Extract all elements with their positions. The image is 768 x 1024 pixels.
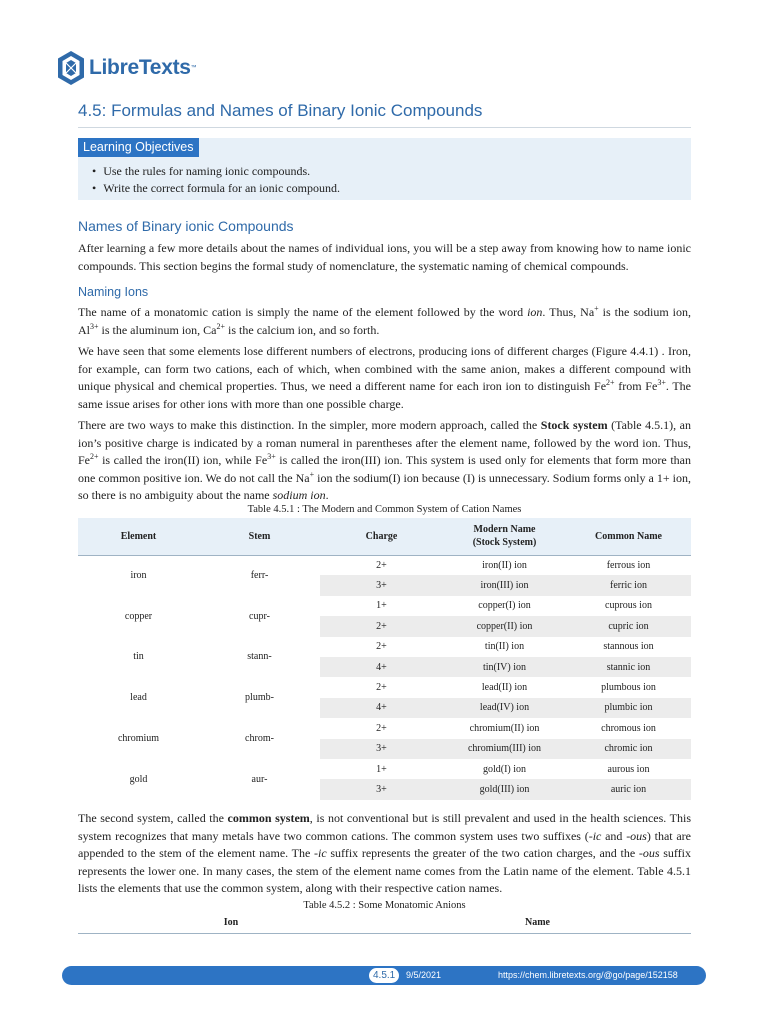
- table-row: [78, 759, 691, 779]
- element-cell: chromium: [117, 733, 160, 745]
- modern-name-cell: lead(II) ion: [481, 682, 528, 694]
- common-name-cell: plumbic ion: [566, 698, 691, 718]
- modern-name-cell: gold(I) ion: [482, 763, 527, 775]
- libretexts-logo[interactable]: [56, 47, 197, 89]
- column-header: Common Name: [566, 518, 691, 555]
- charge-cell: 2+: [376, 682, 387, 694]
- column-header: Element: [78, 518, 199, 555]
- modern-name-cell: copper(II) ion: [443, 616, 566, 636]
- anions-table: [78, 913, 691, 934]
- objective-item: • Use the rules for naming ionic compounds.: [92, 163, 340, 180]
- charge-cell: 4+: [320, 657, 443, 677]
- column-header: Modern Name (Stock System): [443, 518, 566, 555]
- common-name-cell: plumbous ion: [601, 682, 656, 694]
- charge-cell: 3+: [320, 779, 443, 799]
- page-number-badge: 4.5.1: [369, 968, 399, 983]
- modern-name-cell: lead(IV) ion: [443, 698, 566, 718]
- charge-cell: 1+: [376, 600, 387, 612]
- charge-cell: 2+: [320, 616, 443, 636]
- logo-trademark: ™: [190, 65, 197, 71]
- charge-cell: 2+: [376, 722, 387, 734]
- table-row: [78, 677, 691, 697]
- libretexts-logo-icon: [56, 50, 86, 86]
- page-title: 4.5: Formulas and Names of Binary Ionic Compounds: [78, 101, 691, 128]
- modern-name-cell: copper(I) ion: [478, 600, 531, 612]
- modern-name-cell: iron(III) ion: [443, 575, 566, 595]
- paragraph-common-system: The second system, called the common system, is not conventional but is still prevalent and used in the health sciences. This system recognizes that many metals have two common cations. The common system uses two suffixes (-ic and -ous) that are appended to the stem of the element name. The -ic suffix represents the greater of the two cation charges, and the -ous suffix represents the lower one. In many cases, the stem of the element name comes from the Latin name of the element. Table 4.5.1 lists the elements that use the common system, along with their respective cation names.: [78, 811, 692, 895]
- modern-name-cell: chromium(III) ion: [443, 739, 566, 759]
- stem-cell: stann-: [247, 651, 272, 663]
- common-name-cell: stannous ion: [603, 641, 654, 653]
- charge-cell: 2+: [376, 641, 387, 653]
- stem-cell: cupr-: [249, 610, 270, 622]
- paragraph-monatomic-cation: The name of a monatomic cation is simply the name of the element followed by the word ion. Thus, Na+ is the sodium ion, $Al^{3+}$ is the aluminum ion, $Ca^{2+}$ is the calcium ion, and so forth.: [78, 304, 691, 337]
- table-caption: Table 4.5.2 : Some Monatomic Anions: [303, 900, 466, 911]
- page-footer: [62, 966, 706, 985]
- table-row: [78, 637, 691, 657]
- element-cell: lead: [130, 692, 147, 704]
- common-name-cell: chromic ion: [566, 739, 691, 759]
- common-name-cell: cuprous ion: [605, 600, 652, 612]
- table-header-row: [78, 518, 691, 555]
- table-row: [78, 596, 691, 616]
- stem-cell: plumb-: [245, 692, 274, 704]
- element-cell: gold: [129, 773, 148, 785]
- table-row: [78, 718, 691, 738]
- learning-objectives-box: [78, 138, 691, 200]
- learning-objectives-label: Learning Objectives: [78, 138, 199, 157]
- table-header-row: [78, 913, 691, 933]
- charge-cell: 4+: [320, 698, 443, 718]
- column-header: Ion: [78, 913, 384, 933]
- stem-cell: ferr-: [250, 570, 269, 582]
- table-caption: Table 4.5.1 : The Modern and Common System of Cation Names: [247, 504, 522, 515]
- stem-cell: aur-: [251, 773, 268, 785]
- table-row: [78, 555, 691, 575]
- column-header: Name: [384, 913, 691, 933]
- paragraph-different-charges: We have seen that some elements lose different numbers of electrons, producing ions of different charges (Figure 4.4.1) . Iron, for example, can form two cations, each of which, when combined with the same anion, makes a different compound with unique physical and chemical properties. Thus, we need a different name for each iron ion to distinguish $Fe^{2+}$ from $Fe^{3+}$. The same issue arises for other ions with more than one possible charge.: [78, 344, 691, 411]
- modern-name-cell: gold(III) ion: [443, 779, 566, 799]
- objective-item: • Write the correct formula for an ionic compound.: [92, 180, 340, 197]
- charge-cell: 1+: [376, 763, 387, 775]
- modern-name-cell: tin(II) ion: [484, 641, 525, 653]
- logo-text: LibreTexts: [89, 56, 191, 79]
- stem-cell: chrom-: [245, 733, 274, 745]
- paragraph-stock-system: There are two ways to make this distinction. In the simpler, more modern approach, called the Stock system (Table 4.5.1), an ion’s positive charge is indicated by a roman numeral in parentheses after the element name, followed by the word ion. Thus, $Fe^{2+}$ is called the iron(II) ion, while $Fe^{3+}$ is called the iron(III) ion. This system is used only for elements that form more than one common positive ion. We do not call the Na+ ion the sodium(I) ion because (I) is unnecessary. Sodium forms only a 1+ ion, so there is no ambiguity about the name sodium ion.: [78, 418, 691, 502]
- common-name-cell: stannic ion: [566, 657, 691, 677]
- charge-cell: 2+: [376, 559, 387, 571]
- section-heading: Names of Binary ionic Compounds: [78, 218, 294, 234]
- objectives-list: [92, 163, 340, 197]
- common-name-cell: cupric ion: [566, 616, 691, 636]
- subheading-naming-ions: Naming Ions: [78, 285, 149, 299]
- footer-date: 9/5/2021: [406, 970, 442, 980]
- modern-name-cell: chromium(II) ion: [469, 722, 540, 734]
- common-name-cell: ferrous ion: [606, 559, 651, 571]
- charge-cell: 3+: [320, 575, 443, 595]
- intro-paragraph: After learning a few more details about the names of individual ions, you will be a step away from knowing how to name ionic compounds. This section begins the formal study of nomenclature, the systematic naming of chemical compounds.: [78, 241, 691, 273]
- cation-names-table: [78, 518, 691, 800]
- footer-url-link[interactable]: https://chem.libretexts.org/@go/page/152158: [498, 970, 678, 980]
- element-cell: tin: [133, 651, 144, 663]
- column-header: Charge: [320, 518, 443, 555]
- modern-name-cell: tin(IV) ion: [443, 657, 566, 677]
- common-name-cell: auric ion: [566, 779, 691, 799]
- charge-cell: 3+: [320, 739, 443, 759]
- common-name-cell: aurous ion: [607, 763, 650, 775]
- common-name-cell: ferric ion: [566, 575, 691, 595]
- element-cell: iron: [130, 570, 147, 582]
- element-cell: copper: [124, 610, 153, 622]
- common-name-cell: chromous ion: [601, 722, 656, 734]
- column-header: Stem: [199, 518, 320, 555]
- modern-name-cell: iron(II) ion: [482, 559, 527, 571]
